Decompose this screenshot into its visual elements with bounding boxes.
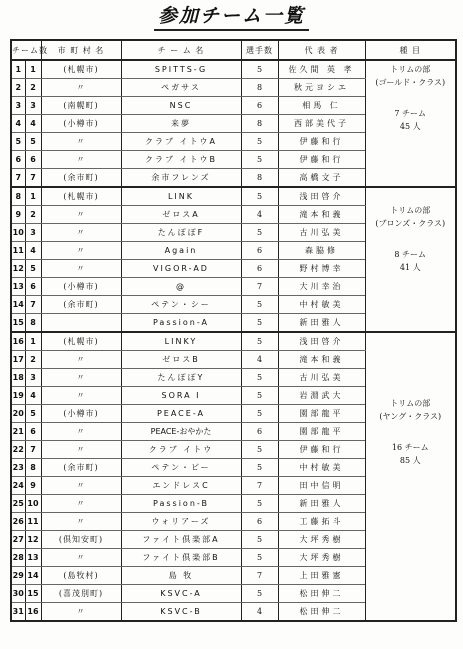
team-name-cell: Again: [121, 242, 241, 260]
players-cell: 6: [241, 242, 278, 260]
town-cell: 〃: [41, 369, 121, 387]
row-number: 3: [11, 97, 25, 115]
players-cell: 6: [241, 513, 278, 531]
group-number: 6: [25, 278, 41, 296]
players-cell: 4: [241, 351, 278, 369]
group-number: 2: [25, 351, 41, 369]
town-cell: (小樽市): [41, 115, 121, 133]
team-name-cell: 来夢: [121, 115, 241, 133]
row-number: 1: [11, 60, 25, 79]
team-name-cell: 島 牧: [121, 567, 241, 585]
representative-cell: 中村敏美: [278, 296, 365, 314]
header-rep: 代 表 者: [278, 40, 365, 60]
town-cell: (倶知安町): [41, 531, 121, 549]
category-cell: [365, 60, 456, 187]
group-number: 8: [25, 314, 41, 333]
category-cell: [365, 332, 456, 621]
town-cell: (小樽市): [41, 278, 121, 296]
table-body: [11, 60, 456, 621]
team-name-cell: PEACE-おやかた: [121, 423, 241, 441]
players-cell: 5: [241, 405, 278, 423]
players-cell: 5: [241, 332, 278, 351]
row-number: 13: [11, 278, 25, 296]
group-number: 7: [25, 441, 41, 459]
town-cell: 〃: [41, 351, 121, 369]
row-number: 14: [11, 296, 25, 314]
row-number: 23: [11, 459, 25, 477]
header-category: 種 目: [365, 40, 456, 60]
row-number: 7: [11, 169, 25, 188]
header-team: チ ー ム 名: [121, 40, 241, 60]
town-cell: 〃: [41, 603, 121, 622]
representative-cell: 伊藤和行: [278, 151, 365, 169]
team-name-cell: ゼロスA: [121, 206, 241, 224]
team-table: [10, 39, 457, 622]
group-number: 13: [25, 549, 41, 567]
row-number: 8: [11, 187, 25, 206]
page-title-text: 参加チーム一覧: [154, 4, 309, 31]
table-row: [11, 332, 456, 351]
representative-cell: 松田伸二: [278, 585, 365, 603]
category-class: (ヤング・クラス): [379, 412, 442, 421]
row-number: 6: [11, 151, 25, 169]
row-number: 5: [11, 133, 25, 151]
representative-cell: 松田伸二: [278, 603, 365, 622]
row-number: 16: [11, 332, 25, 351]
row-number: 31: [11, 603, 25, 622]
group-number: 4: [25, 242, 41, 260]
representative-cell: 中村敏美: [278, 459, 365, 477]
team-name-cell: LINKY: [121, 332, 241, 351]
table-row: [11, 60, 456, 79]
team-name-cell: SPITTS-G: [121, 60, 241, 79]
team-name-cell: VIGOR-AD: [121, 260, 241, 278]
team-name-cell: Passion-A: [121, 314, 241, 333]
row-number: 10: [11, 224, 25, 242]
town-cell: 〃: [41, 423, 121, 441]
row-number: 27: [11, 531, 25, 549]
category-class: (ブロンズ・クラス): [375, 219, 446, 228]
group-number: 5: [25, 133, 41, 151]
representative-cell: 滝本和義: [278, 206, 365, 224]
representative-cell: 上田雅憲: [278, 567, 365, 585]
players-cell: 4: [241, 206, 278, 224]
representative-cell: 西部美代子: [278, 115, 365, 133]
row-number: 20: [11, 405, 25, 423]
category-people-count: 41 人: [399, 263, 421, 272]
team-name-cell: ゼロスB: [121, 351, 241, 369]
players-cell: 5: [241, 441, 278, 459]
town-cell: (札幌市): [41, 60, 121, 79]
players-cell: 6: [241, 260, 278, 278]
players-cell: 5: [241, 314, 278, 333]
representative-cell: 園部龍平: [278, 423, 365, 441]
team-name-cell: KSVC-B: [121, 603, 241, 622]
players-cell: 5: [241, 187, 278, 206]
team-name-cell: エンドレスC: [121, 477, 241, 495]
town-cell: (余市町): [41, 459, 121, 477]
team-name-cell: @: [121, 278, 241, 296]
players-cell: 8: [241, 79, 278, 97]
group-number: 9: [25, 477, 41, 495]
town-cell: (余市町): [41, 296, 121, 314]
representative-cell: 岩淵武大: [278, 387, 365, 405]
team-name-cell: たんぽぽY: [121, 369, 241, 387]
category-division: トリムの部: [390, 65, 431, 74]
row-number: 21: [11, 423, 25, 441]
group-number: 5: [25, 405, 41, 423]
players-cell: 5: [241, 224, 278, 242]
category-team-count: 8 チーム: [394, 250, 427, 259]
category-people-count: 45 人: [399, 122, 421, 131]
header-team-no: チーム数: [11, 40, 41, 60]
representative-cell: 大坪秀樹: [278, 531, 365, 549]
town-cell: (喜茂別町): [41, 585, 121, 603]
table-header-row: [11, 40, 456, 60]
row-number: 12: [11, 260, 25, 278]
row-number: 22: [11, 441, 25, 459]
town-cell: 〃: [41, 151, 121, 169]
row-number: 29: [11, 567, 25, 585]
team-name-cell: クラブ イトウ: [121, 441, 241, 459]
group-number: 6: [25, 151, 41, 169]
players-cell: 5: [241, 369, 278, 387]
town-cell: 〃: [41, 495, 121, 513]
players-cell: 5: [241, 531, 278, 549]
town-cell: [41, 314, 121, 333]
town-cell: (札幌市): [41, 332, 121, 351]
representative-cell: 大坪秀樹: [278, 549, 365, 567]
header-players: 選手数: [241, 40, 278, 60]
team-name-cell: たんぽぽF: [121, 224, 241, 242]
row-number: 18: [11, 369, 25, 387]
group-number: 4: [25, 387, 41, 405]
town-cell: 〃: [41, 242, 121, 260]
representative-cell: 園部龍平: [278, 405, 365, 423]
team-name-cell: SORA I: [121, 387, 241, 405]
town-cell: 〃: [41, 387, 121, 405]
page-title: [0, 4, 463, 34]
town-cell: 〃: [41, 224, 121, 242]
row-number: 26: [11, 513, 25, 531]
team-name-cell: クラブ イトウA: [121, 133, 241, 151]
table-row: [11, 187, 456, 206]
representative-cell: 滝本和義: [278, 351, 365, 369]
row-number: 19: [11, 387, 25, 405]
players-cell: 5: [241, 585, 278, 603]
group-number: 14: [25, 567, 41, 585]
group-number: 3: [25, 369, 41, 387]
players-cell: 5: [241, 549, 278, 567]
town-cell: (南幌町): [41, 97, 121, 115]
representative-cell: 森脇修: [278, 242, 365, 260]
category-division: トリムの部: [390, 206, 431, 215]
row-number: 2: [11, 79, 25, 97]
row-number: 28: [11, 549, 25, 567]
players-cell: 8: [241, 115, 278, 133]
players-cell: 5: [241, 296, 278, 314]
team-name-cell: ペテン・ビー: [121, 459, 241, 477]
team-name-cell: KSVC-A: [121, 585, 241, 603]
players-cell: 5: [241, 60, 278, 79]
category-class: (ゴールド・クラス): [375, 78, 446, 87]
representative-cell: 高橋文子: [278, 169, 365, 188]
team-name-cell: ファイト倶楽部A: [121, 531, 241, 549]
row-number: 24: [11, 477, 25, 495]
town-cell: (札幌市): [41, 187, 121, 206]
group-number: 2: [25, 79, 41, 97]
row-number: 15: [11, 314, 25, 333]
group-number: 3: [25, 224, 41, 242]
representative-cell: 新田雅人: [278, 495, 365, 513]
category-cell: [365, 187, 456, 332]
town-cell: 〃: [41, 260, 121, 278]
header-town: 市 町 村 名: [41, 40, 121, 60]
representative-cell: 田中信明: [278, 477, 365, 495]
group-number: 2: [25, 206, 41, 224]
row-number: 9: [11, 206, 25, 224]
group-number: 15: [25, 585, 41, 603]
players-cell: 6: [241, 423, 278, 441]
team-name-cell: ペガサス: [121, 79, 241, 97]
group-number: 3: [25, 97, 41, 115]
group-number: 7: [25, 296, 41, 314]
group-number: 6: [25, 423, 41, 441]
row-number: 4: [11, 115, 25, 133]
players-cell: 7: [241, 278, 278, 296]
category-division: トリムの部: [390, 399, 431, 408]
row-number: 11: [11, 242, 25, 260]
representative-cell: 伊藤和行: [278, 441, 365, 459]
team-name-cell: クラブ イトウB: [121, 151, 241, 169]
group-number: 1: [25, 332, 41, 351]
representative-cell: 工藤拓斗: [278, 513, 365, 531]
players-cell: 7: [241, 477, 278, 495]
category-team-count: 7 チーム: [394, 109, 427, 118]
players-cell: 5: [241, 151, 278, 169]
players-cell: 8: [241, 169, 278, 188]
town-cell: 〃: [41, 549, 121, 567]
town-cell: 〃: [41, 513, 121, 531]
representative-cell: 古川弘美: [278, 369, 365, 387]
players-cell: 4: [241, 603, 278, 622]
players-cell: 5: [241, 133, 278, 151]
players-cell: 5: [241, 459, 278, 477]
representative-cell: 浅田啓介: [278, 332, 365, 351]
town-cell: 〃: [41, 477, 121, 495]
category-people-count: 85 人: [399, 456, 421, 465]
row-number: 17: [11, 351, 25, 369]
representative-cell: 佐久間 英 孝: [278, 60, 365, 79]
players-cell: 6: [241, 97, 278, 115]
team-name-cell: ウォリアーズ: [121, 513, 241, 531]
players-cell: 5: [241, 387, 278, 405]
town-cell: 〃: [41, 133, 121, 151]
town-cell: 〃: [41, 206, 121, 224]
team-name-cell: ファイト倶楽部B: [121, 549, 241, 567]
group-number: 4: [25, 115, 41, 133]
representative-cell: 相馬 仁: [278, 97, 365, 115]
group-number: 11: [25, 513, 41, 531]
town-cell: (島牧村): [41, 567, 121, 585]
group-number: 1: [25, 187, 41, 206]
category-team-count: 16 チーム: [391, 443, 429, 452]
team-name-cell: NSC: [121, 97, 241, 115]
town-cell: 〃: [41, 79, 121, 97]
group-number: 12: [25, 531, 41, 549]
town-cell: (小樽市): [41, 405, 121, 423]
team-name-cell: 余市フレンズ: [121, 169, 241, 188]
players-cell: 5: [241, 495, 278, 513]
team-name-cell: LINK: [121, 187, 241, 206]
representative-cell: 新田雅人: [278, 314, 365, 333]
players-cell: 7: [241, 567, 278, 585]
town-cell: (余市町): [41, 169, 121, 188]
group-number: 7: [25, 169, 41, 188]
row-number: 30: [11, 585, 25, 603]
team-name-cell: Passion-B: [121, 495, 241, 513]
group-number: 8: [25, 459, 41, 477]
representative-cell: 伊藤和行: [278, 133, 365, 151]
team-name-cell: PEACE-A: [121, 405, 241, 423]
representative-cell: 野村博幸: [278, 260, 365, 278]
town-cell: 〃: [41, 441, 121, 459]
representative-cell: 古川弘美: [278, 224, 365, 242]
representative-cell: 秋元ヨシエ: [278, 79, 365, 97]
group-number: 10: [25, 495, 41, 513]
team-name-cell: ペテン・シー: [121, 296, 241, 314]
group-number: 16: [25, 603, 41, 622]
representative-cell: 浅田啓介: [278, 187, 365, 206]
representative-cell: 大川幸治: [278, 278, 365, 296]
group-number: 5: [25, 260, 41, 278]
row-number: 25: [11, 495, 25, 513]
group-number: 1: [25, 60, 41, 79]
